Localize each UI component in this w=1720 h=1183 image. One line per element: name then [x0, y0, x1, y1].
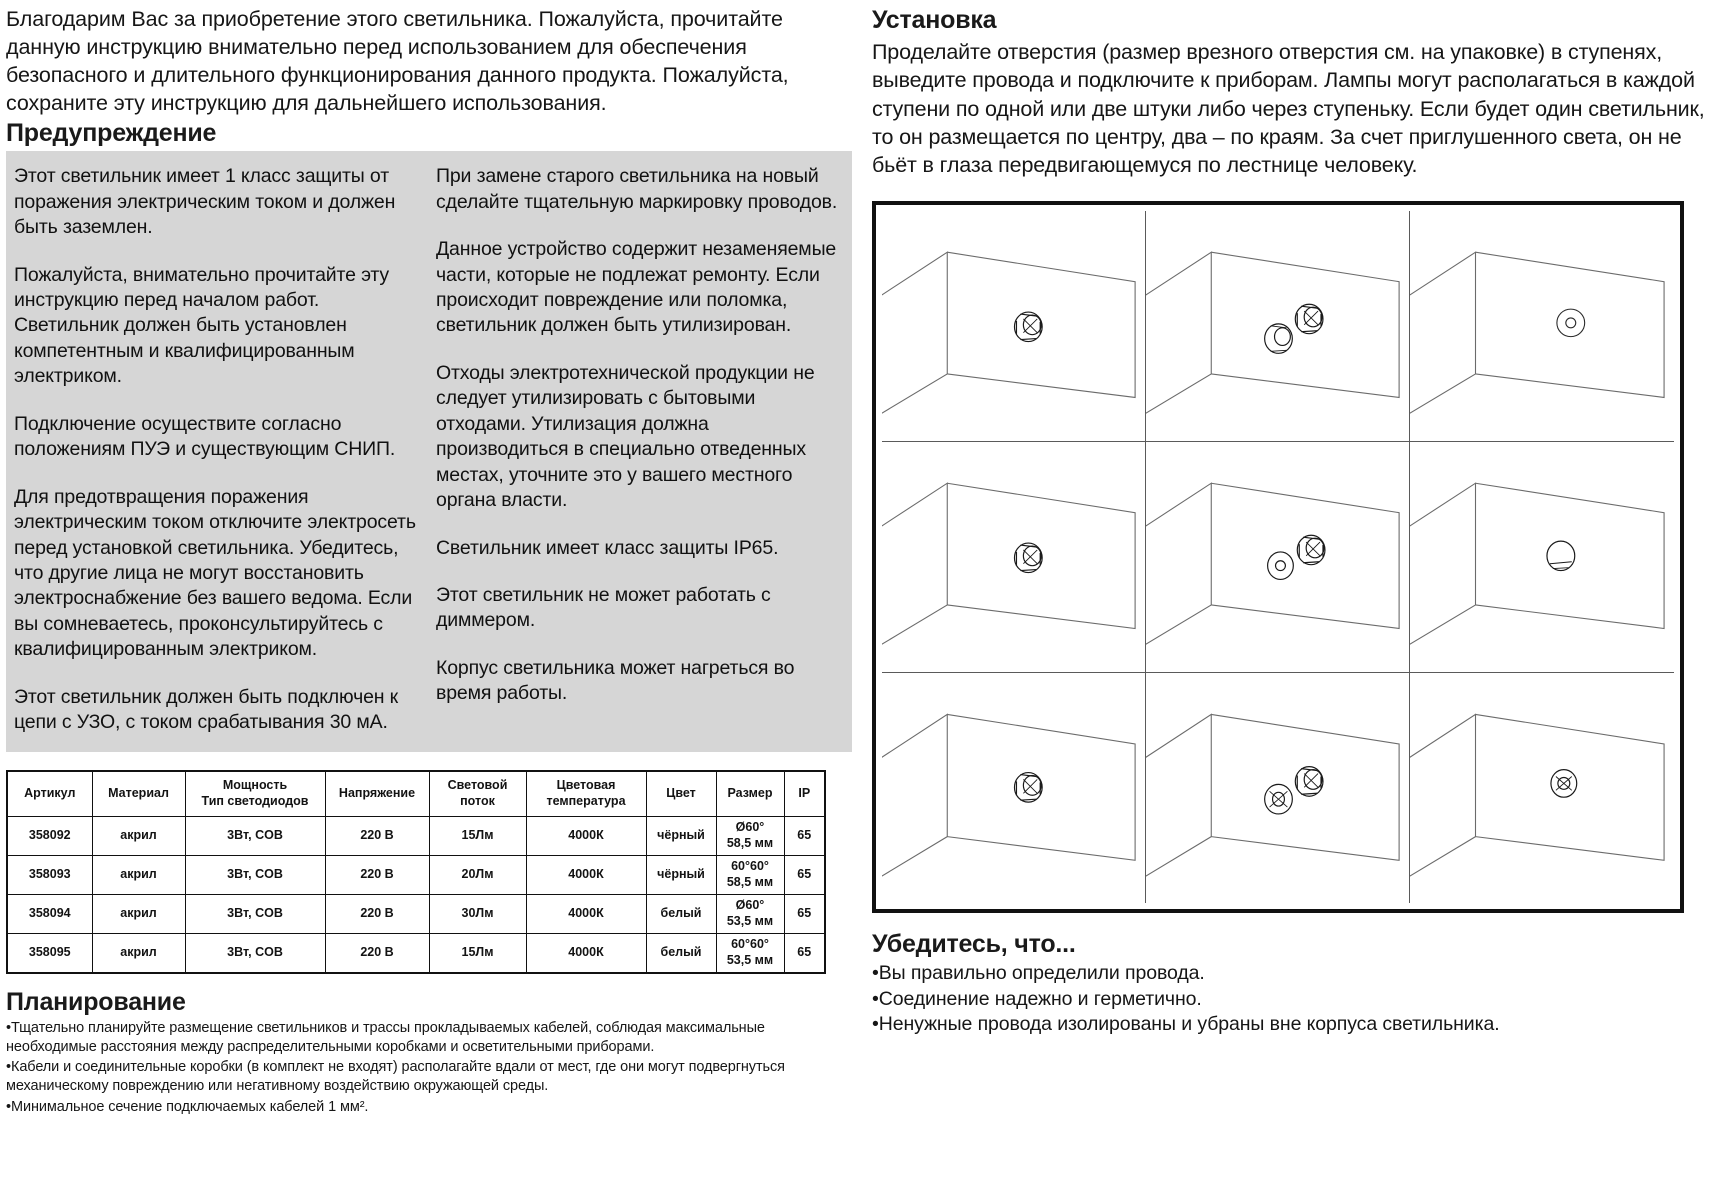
step-diagram-cell-1-2 — [1146, 211, 1410, 442]
warning-left-para-2: Пожалуйста, внимательно прочитайте эту инструкцию перед началом работ. Светильник должен быть установлен компетентным и квалифицированным электриком. — [14, 263, 390, 388]
cell-flux: 15Лм — [429, 934, 526, 973]
right-column — [862, 0, 1720, 1183]
warning-left-column — [14, 164, 418, 735]
lamp-icon — [1265, 324, 1293, 353]
cell-size: Ø60° 58,5 мм — [716, 817, 784, 856]
cell-temperature: 4000К — [526, 934, 646, 973]
ensure-item: •Ненужные провода изолированы и убраны вне корпуса светильника. — [872, 1013, 1500, 1036]
cell-flux: 15Лм — [429, 817, 526, 856]
stair-step-illustration — [1146, 442, 1409, 672]
installation-heading: Установка — [872, 6, 997, 34]
table-header-row — [7, 771, 825, 817]
cell-power: 3Вт, COB — [185, 934, 325, 973]
cell-material: акрил — [92, 895, 185, 934]
warning-left-para-1: Этот светильник имеет 1 класс защиты от поражения электрическим током и должен быть заземлен. — [14, 165, 396, 239]
warning-right-para-3: Отходы электротехнической продукции не следует утилизировать с бытовыми отходами. Утилизация должна производиться в специально отведенных местах, уточните это у вашего местного органа власти. — [436, 361, 815, 512]
lamp-icon — [1295, 766, 1323, 796]
stair-step-illustration — [1146, 211, 1409, 441]
table-row — [7, 934, 825, 973]
cell-ip: 65 — [784, 895, 825, 934]
cell-article: 358092 — [7, 817, 92, 856]
ensure-item: •Соединение надежно и герметично. — [872, 987, 1202, 1010]
stair-step-illustration — [882, 211, 1145, 441]
cell-flux: 20Лм — [429, 856, 526, 895]
warning-right-para-1: При замене старого светильника на новый сделайте тщательную маркировку проводов. — [436, 165, 838, 213]
th-color: Цвет — [646, 771, 716, 817]
cell-material: акрил — [92, 934, 185, 973]
spec-table-body — [7, 817, 825, 973]
cell-power: 3Вт, COB — [185, 856, 325, 895]
stair-step-illustration — [1410, 211, 1674, 441]
warning-heading: Предупреждение — [6, 118, 217, 147]
lamp-icon — [1547, 541, 1575, 570]
warning-right-para-6: Корпус светильника может нагреться во время работы. — [436, 656, 795, 705]
stair-step-illustration — [1146, 673, 1409, 904]
planning-heading: Планирование — [6, 987, 186, 1016]
specification-table — [6, 770, 826, 974]
th-article: Артикул — [7, 771, 92, 817]
cell-color: чёрный — [646, 856, 716, 895]
lamp-icon — [1297, 535, 1325, 564]
step-diagram-cell-2-2 — [1146, 442, 1410, 673]
th-voltage: Напряжение — [325, 771, 429, 817]
cell-color: белый — [646, 895, 716, 934]
warning-left-para-5: Этот светильник должен быть подключен к цепи с УЗО, с током срабатывания 30 мА. — [14, 685, 399, 734]
table-row — [7, 856, 825, 895]
cell-article: 358095 — [7, 934, 92, 973]
lamp-icon — [1014, 543, 1042, 572]
ensure-item: •Вы правильно определили провода. — [872, 962, 1205, 985]
step-diagram-cell-3-1 — [882, 673, 1146, 904]
cell-voltage: 220 В — [325, 856, 429, 895]
cell-color: чёрный — [646, 817, 716, 856]
stair-step-illustration — [1410, 442, 1674, 672]
cell-material: акрил — [92, 817, 185, 856]
cell-material: акрил — [92, 856, 185, 895]
planning-item: •Тщательно планируйте размещение светильников и трассы прокладываемых кабелей, соблюдая максимальные необходимые расстояния между распределительными коробками и осветительными приборами. — [6, 1019, 765, 1055]
th-ip: IP — [784, 771, 825, 817]
cell-flux: 30Лм — [429, 895, 526, 934]
stair-step-illustration — [1410, 673, 1674, 904]
cell-ip: 65 — [784, 856, 825, 895]
warning-right-para-2: Данное устройство содержит незаменяемые части, которые не подлежат ремонту. Если происходит повреждение или поломка, светильник должен быть утилизирован. — [436, 238, 837, 337]
spec-table-wrapper — [6, 770, 852, 974]
intro-paragraph — [6, 6, 852, 118]
installation-body: Проделайте отверстия (размер врезного отверстия см. на упаковке) в ступенях, выведите провода и подключите к приборам. Лампы могут располагаться в каждой ступени по одной или две штуки либо через ступеньку. Если будет один светильник, то он размещается по центру, два – по краям. За счет приглушенного света, он не бьёт в глаза передвигающемуся по лестнице человеку. — [872, 40, 1705, 178]
cell-power: 3Вт, COB — [185, 817, 325, 856]
table-row — [7, 817, 825, 856]
th-flux: Световой поток — [429, 771, 526, 817]
cell-ip: 65 — [784, 817, 825, 856]
spec-table-head — [7, 771, 825, 817]
lamp-icon — [1014, 312, 1042, 341]
cell-size: Ø60° 53,5 мм — [716, 895, 784, 934]
lamp-icon — [1557, 309, 1585, 336]
th-material: Материал — [92, 771, 185, 817]
cell-voltage: 220 В — [325, 817, 429, 856]
step-diagram-cell-2-1 — [882, 442, 1146, 673]
warning-right-para-4: Светильник имеет класс защиты IP65. — [436, 536, 779, 559]
cell-temperature: 4000К — [526, 817, 646, 856]
cell-voltage: 220 В — [325, 895, 429, 934]
cell-temperature: 4000К — [526, 856, 646, 895]
ensure-list — [872, 961, 1712, 1037]
planning-item: •Минимальное сечение подключаемых кабелей 1 мм². — [6, 1098, 369, 1115]
cell-temperature: 4000К — [526, 895, 646, 934]
planning-item: •Кабели и соединительные коробки (в комплект не входят) располагайте вдали от мест, где они могут подвергнуться механическому повреждению или негативному воздействию окружающей среды. — [6, 1059, 785, 1095]
warning-right-column — [436, 164, 840, 735]
cell-voltage: 220 В — [325, 934, 429, 973]
lamp-icon — [1268, 552, 1294, 579]
step-diagram-cell-3-3 — [1410, 673, 1674, 904]
table-row — [7, 895, 825, 934]
cell-article: 358093 — [7, 856, 92, 895]
th-temperature: Цветовая температура — [526, 771, 646, 817]
warning-right-para-5: Этот светильник не может работать с диммером. — [436, 583, 771, 632]
stair-step-illustration — [882, 673, 1145, 904]
ensure-heading: Убедитесь, что... — [872, 930, 1076, 959]
stair-lamp-placement-grid — [872, 201, 1684, 913]
cell-ip: 65 — [784, 934, 825, 973]
lamp-icon — [1551, 769, 1577, 797]
step-diagram-cell-2-3 — [1410, 442, 1674, 673]
cell-size: 60°60° 58,5 мм — [716, 856, 784, 895]
cell-color: белый — [646, 934, 716, 973]
planning-list — [6, 1019, 852, 1117]
warning-left-para-3: Подключение осуществите согласно положениям ПУЭ и существующим СНИП. — [14, 412, 396, 461]
step-diagram-cell-1-3 — [1410, 211, 1674, 442]
intro-text: Благодарим Вас за приобретение этого светильника. Пожалуйста, прочитайте данную инструкцию внимательно перед использованием для обеспечения безопасного и длительного функционирования данного продукта. Пожалуйста, сохраните эту инструкцию для дальнейшего использования. — [6, 7, 789, 115]
lamp-icon — [1295, 305, 1323, 334]
step-diagram-cell-1-1 — [882, 211, 1146, 442]
warning-left-para-4: Для предотвращения поражения электрическим током отключите электросеть перед установкой светильника. Убедитесь, что другие лица не могут восстановить электроснабжение без вашего ведома. Если вы сомневаетесь, проконсультируйтесь с квалифицированным электриком. — [14, 485, 416, 661]
step-diagram-cell-3-2 — [1146, 673, 1410, 904]
cell-article: 358094 — [7, 895, 92, 934]
warning-box — [6, 151, 852, 751]
cell-power: 3Вт, COB — [185, 895, 325, 934]
lamp-icon — [1014, 772, 1042, 802]
cell-size: 60°60° 53,5 мм — [716, 934, 784, 973]
th-power: Мощность Тип светодиодов — [185, 771, 325, 817]
lamp-icon — [1265, 784, 1293, 814]
stair-step-illustration — [882, 442, 1145, 672]
th-size: Размер — [716, 771, 784, 817]
